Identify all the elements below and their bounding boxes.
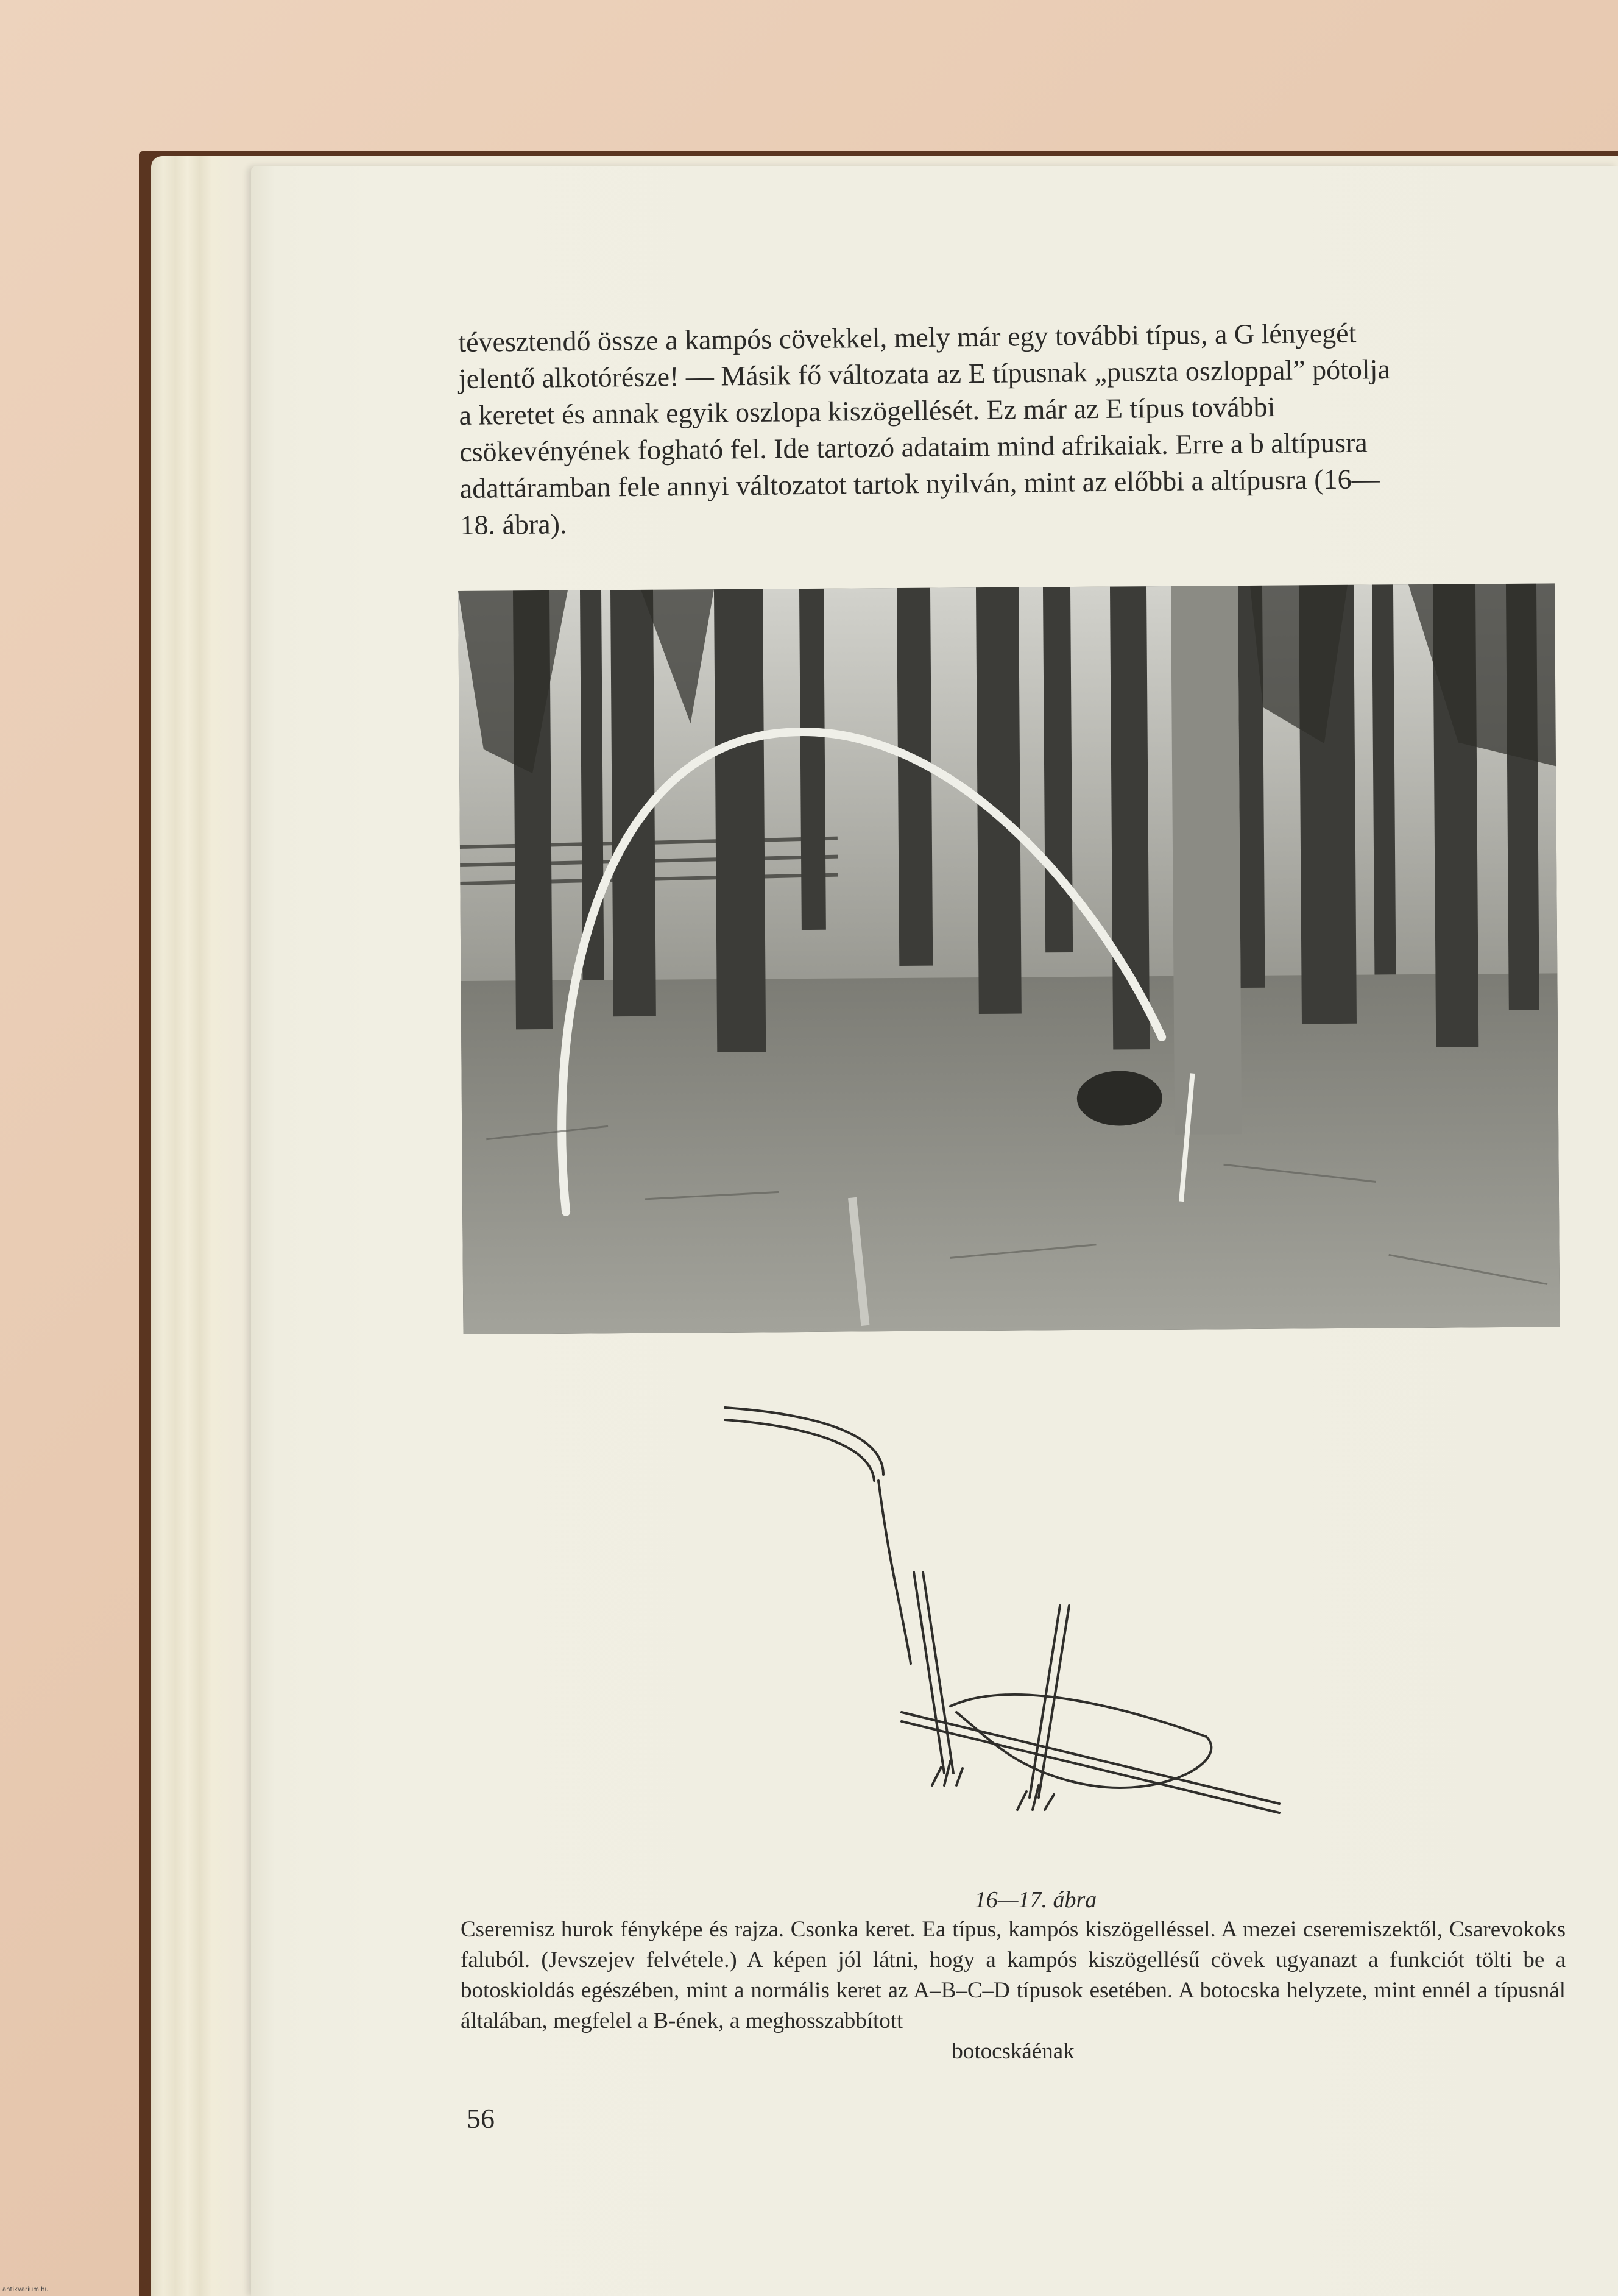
body-line: a keretet és annak egyik oszlopa kiszögellését. Ez már az E típus további (459, 391, 1276, 431)
body-line: adattáramban fele annyi változatot tartok nyilván, mint az előbbi a altípusra (16— (459, 463, 1380, 504)
body-line: 18. ábra). (460, 508, 567, 540)
body-line: tévesztendő össze a kampós cövekkel, mely már egy további típus, a G lényegét (458, 317, 1357, 358)
page-number: 56 (467, 2103, 495, 2134)
snare-drawing-svg (701, 1395, 1310, 1846)
caption-line: cövek ugyanazt a funkciót tölti be a botoskioldás egészében, mint a normális keret az A–B–C–D típusok (461, 1947, 1566, 2003)
caption-line: Cseremisz hurok fényképe és rajza. Csonka keret. Ea típus, kampós kiszögelléssel. A mezei (461, 1917, 1297, 1942)
caption-line: cseremiszektől, Csarevokoks faluból. (Jevszejev felvétele.) A képen jól látni, hogy a kampós kiszögellésű (461, 1917, 1566, 1972)
snare-line-drawing (701, 1395, 1310, 1846)
body-line: jelentő alkotórésze! — Másik fő változata az E típusnak „puszta oszloppal” pótolja (458, 353, 1391, 394)
figure-number: 16—17. ábra (974, 1887, 1097, 1913)
figure-caption (461, 1915, 1566, 2067)
body-line: csökevényének fogható fel. Ide tartozó adataim mind afrikaiak. Erre a b altípusra (459, 427, 1368, 467)
forest-snare-photo (458, 583, 1560, 1334)
watermark: antikvarium.hu (2, 2286, 49, 2293)
caption-last-line: botocskáénak (952, 2039, 1075, 2064)
caption-line: esetében. A botocska helyzete, mint ennél a típusnál általában, megfelel a B-ének, a meghosszabbított (461, 1978, 1566, 2033)
body-paragraph (458, 313, 1557, 544)
photo-illustration (458, 583, 1560, 1334)
